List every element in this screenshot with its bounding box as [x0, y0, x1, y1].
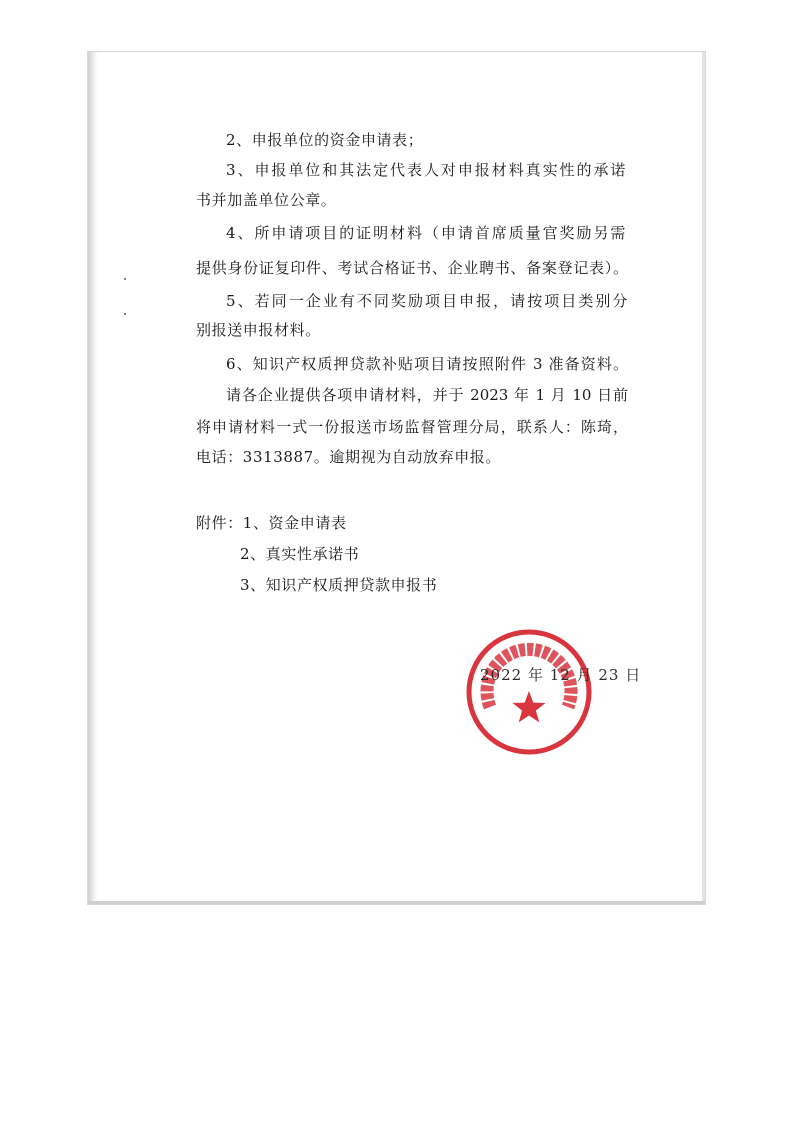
item-3-line-2: 书并加盖单位公章。 [196, 191, 337, 209]
item-5-line-2: 别报送申报材料。 [196, 321, 321, 339]
official-seal-stamp [462, 625, 596, 759]
notice-line-3: 电话：3313887。逾期视为自动放弃申报。 [196, 448, 502, 466]
item-2-line: 2、申报单位的资金申请表； [226, 131, 424, 149]
seal-star [513, 691, 546, 722]
attachment-1: 附件：1、资金申请表 [196, 514, 347, 532]
item-5-line-1: 5、若同一企业有不同奖励项目申报，请按项目类别分 [226, 292, 628, 310]
item-3-line-1: 3、申报单位和其法定代表人对申报材料真实性的承诺 [226, 161, 626, 179]
scan-speck [124, 278, 126, 280]
attachment-2: 2、真实性承诺书 [240, 545, 360, 563]
scan-shadow-bottom [88, 901, 705, 904]
item-4-line-1: 4、所申请项目的证明材料（申请首席质量官奖励另需 [226, 224, 626, 242]
item-6-line: 6、知识产权质押贷款补贴项目请按照附件 3 准备资料。 [226, 355, 628, 373]
notice-line-2: 将申请材料一式一份报送市场监督管理分局，联系人：陈琦， [196, 418, 628, 436]
scan-speck [124, 313, 126, 315]
scan-shadow-right [702, 52, 705, 904]
document-date: 2022 年 12 月 23 日 [480, 666, 642, 684]
attachment-3: 3、知识产权质押贷款申报书 [240, 576, 438, 594]
notice-line-1: 请各企业提供各项申请材料，并于 2023 年 1 月 10 日前 [226, 386, 628, 404]
scan-shadow-left [88, 52, 98, 904]
item-4-line-2: 提供身份证复印件、考试合格证书、企业聘书、备案登记表）。 [196, 259, 628, 277]
